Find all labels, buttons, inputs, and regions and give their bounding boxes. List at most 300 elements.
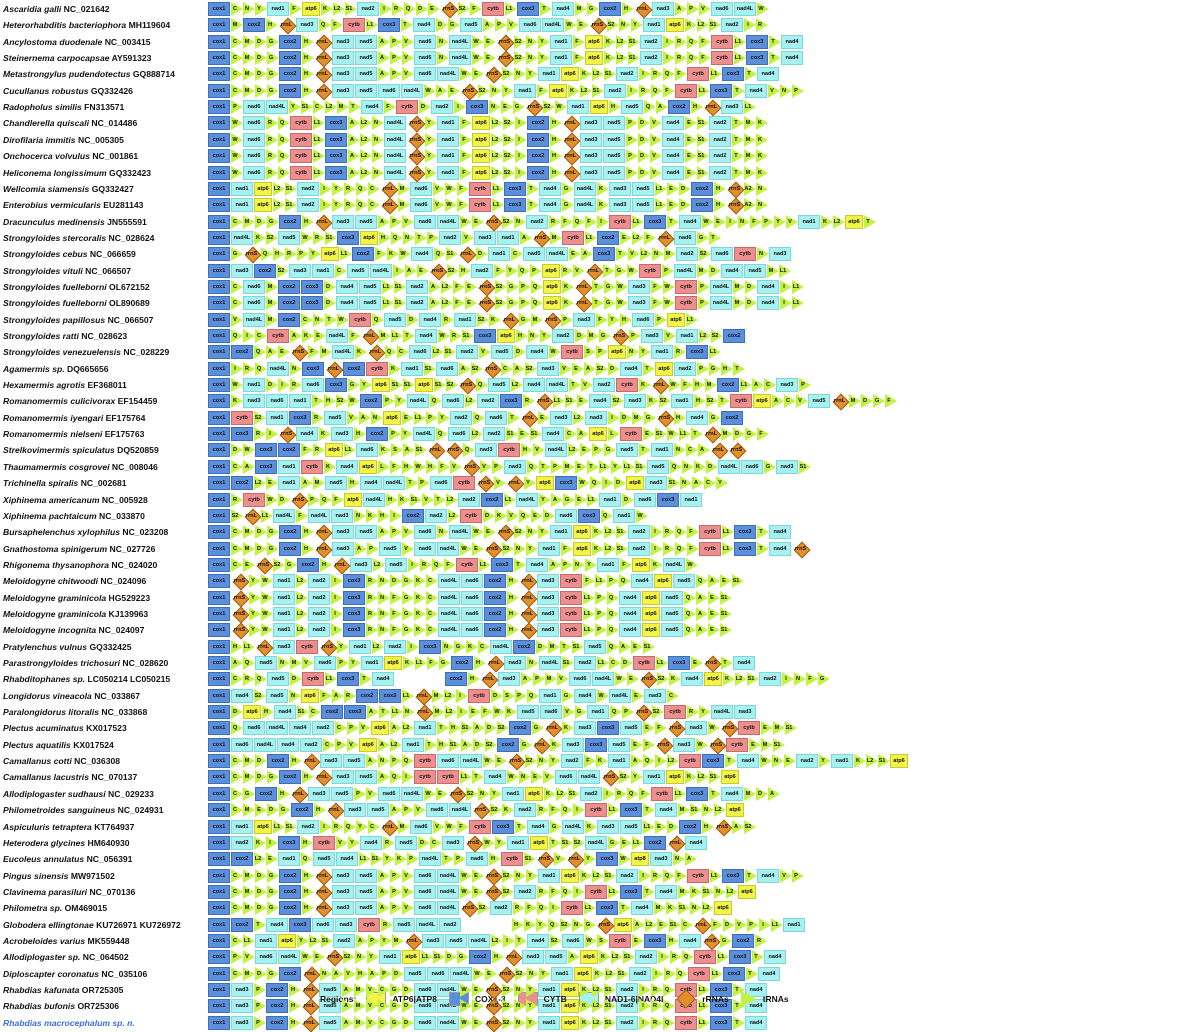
- gene-rrns: rrnS: [477, 280, 494, 294]
- gene-nad4: nad4: [757, 67, 779, 81]
- species-name: Acrobeloides varius: [3, 936, 85, 946]
- gene-cox2: cox2: [231, 345, 253, 359]
- gene-g: G: [507, 296, 518, 310]
- gene-h: H: [289, 999, 300, 1013]
- gene-nad3: nad3: [289, 264, 311, 278]
- gene-rrns: rrnS: [231, 607, 248, 621]
- gene-g: G: [457, 950, 468, 964]
- gene-y: Y: [425, 166, 436, 180]
- gene-t: T: [643, 885, 654, 899]
- gene-c: C: [368, 182, 379, 196]
- gene-n: N: [528, 329, 539, 343]
- gene-m: M: [654, 901, 665, 915]
- gene-v: V: [402, 35, 413, 49]
- gene-p: P: [662, 264, 673, 278]
- gene-nad4l: nad4L: [383, 476, 405, 490]
- gene-rrnl: rrnL: [314, 51, 331, 65]
- gene-h: H: [714, 182, 725, 196]
- gene-nad1: nad1: [266, 411, 288, 425]
- accession-number: OL672152: [107, 282, 150, 292]
- gene-nad4: nad4: [552, 2, 574, 16]
- gene-w: W: [399, 247, 410, 261]
- gene-k: K: [756, 149, 767, 163]
- gene-rrns: rrnS: [231, 623, 248, 637]
- accession-number: NC_023208: [120, 527, 168, 537]
- gene-m: M: [632, 411, 643, 425]
- gene-d: D: [255, 770, 266, 784]
- gene-l1: L1: [698, 84, 709, 98]
- gene-cox2: cox2: [266, 999, 288, 1013]
- gene-e: E: [685, 149, 696, 163]
- gene-nad4: nad4: [781, 51, 803, 65]
- gene-a2: A2: [744, 182, 755, 196]
- gene-v: V: [650, 149, 661, 163]
- gene-s2: S2: [514, 51, 525, 65]
- gene-cytb: cytb: [343, 18, 365, 32]
- accession-number: NC_035106: [99, 969, 147, 979]
- gene-s2: S2: [543, 100, 554, 114]
- gene-e: E: [577, 18, 588, 32]
- gene-nad1: nad1: [507, 836, 529, 850]
- gene-k: K: [580, 983, 591, 997]
- accession-number: KX017524: [71, 740, 114, 750]
- gene-s1: S1: [345, 2, 356, 16]
- gene-l1: L1: [261, 509, 272, 523]
- gene-w: W: [266, 493, 277, 507]
- gene-y: Y: [526, 999, 537, 1013]
- gene-c: C: [301, 313, 312, 327]
- gene-c: C: [231, 542, 242, 556]
- gene-l2: L2: [580, 84, 591, 98]
- gene-n: N: [437, 525, 448, 539]
- gene-nad4l: nad4L: [363, 493, 385, 507]
- gene-rrns: rrnS: [407, 166, 424, 180]
- gene-cytb: cytb: [726, 738, 748, 752]
- gene-s1: S1: [449, 738, 460, 752]
- gene-rrnl: rrnL: [710, 443, 727, 457]
- gene-c: C: [231, 35, 242, 49]
- gene-atp6: atp6: [642, 591, 660, 605]
- gene-n: N: [514, 869, 525, 883]
- gene-w: W: [757, 2, 768, 16]
- gene-p: P: [407, 852, 418, 866]
- gene-y: Y: [608, 313, 619, 327]
- gene-l1: L1: [734, 51, 745, 65]
- gene-i: I: [393, 264, 404, 278]
- gene-nad6: nad6: [519, 18, 541, 32]
- gene-p: P: [519, 296, 530, 310]
- gene-n: N: [519, 770, 530, 784]
- gene-h: H: [507, 607, 518, 621]
- gene-nad1: nad1: [550, 51, 572, 65]
- gene-l2: L2: [616, 51, 627, 65]
- gene-cox2: cox2: [279, 525, 301, 539]
- gene-w: W: [473, 967, 484, 981]
- gene-nad4l: nad4L: [468, 934, 490, 948]
- gene-nad4: nad4: [336, 296, 358, 310]
- gene-n: N: [526, 51, 537, 65]
- gene-nad3: nad3: [504, 460, 526, 474]
- gene-q: Q: [518, 264, 529, 278]
- gene-m: M: [337, 100, 348, 114]
- gene-c: C: [704, 476, 715, 490]
- gene-w: W: [460, 1016, 471, 1030]
- gene-l2: L2: [735, 672, 746, 686]
- gene-cox1: cox1: [208, 1016, 230, 1030]
- gene-nad4: nad4: [539, 198, 561, 212]
- gene-s1: S1: [732, 574, 743, 588]
- gene-nad2: nad2: [628, 542, 650, 556]
- gene-nad5: nad5: [379, 542, 401, 556]
- gene-cox3: cox3: [302, 362, 324, 376]
- gene-rrnl: rrnL: [519, 607, 536, 621]
- gene-l1: L1: [587, 493, 598, 507]
- gene-l2: L2: [833, 215, 844, 229]
- gene-cox2: cox2: [599, 2, 621, 16]
- trna-arrow-icon: [390, 509, 402, 523]
- gene-y: Y: [584, 852, 595, 866]
- gene-y: Y: [380, 934, 391, 948]
- gene-a: A: [436, 84, 447, 98]
- gene-atp6: atp6: [654, 574, 672, 588]
- gene-cox1: cox1: [208, 591, 230, 605]
- gene-w: W: [424, 787, 435, 801]
- gene-v: V: [768, 84, 779, 98]
- gene-l2: L2: [254, 476, 265, 490]
- gene-g: G: [231, 247, 242, 261]
- gene-f: F: [453, 296, 464, 310]
- gene-y: Y: [438, 411, 449, 425]
- gene-f: F: [470, 2, 481, 16]
- gene-nad5: nad5: [491, 345, 513, 359]
- gene-nad1: nad1: [538, 542, 560, 556]
- gene-q: Q: [684, 607, 695, 621]
- gene-h: H: [489, 852, 500, 866]
- gene-atp6: atp6: [302, 2, 320, 16]
- gene-cox1: cox1: [208, 656, 230, 670]
- gene-p: P: [418, 476, 429, 490]
- gene-l2: L2: [697, 18, 708, 32]
- gene-s2: S2: [343, 950, 354, 964]
- gene-l1: L1: [698, 1016, 709, 1030]
- gene-cox3: cox3: [325, 116, 347, 130]
- gene-n: N: [674, 443, 685, 457]
- gene-s2: S2: [596, 362, 607, 376]
- gene-i: I: [651, 525, 662, 539]
- gene-d: D: [255, 967, 266, 981]
- gene-nad4l: nad4L: [609, 689, 631, 703]
- gene-d: D: [622, 493, 633, 507]
- gene-y: Y: [526, 983, 537, 997]
- row-label: [3, 622, 144, 638]
- gene-e: E: [749, 738, 760, 752]
- gene-e: E: [313, 950, 324, 964]
- gene-l1: L1: [415, 656, 426, 670]
- gene-c: C: [231, 67, 242, 81]
- gene-k: K: [651, 558, 662, 572]
- gene-nad4l: nad4L: [419, 852, 441, 866]
- gene-t: T: [732, 149, 743, 163]
- gene-e: E: [643, 721, 654, 735]
- gene-h: H: [324, 394, 335, 408]
- gene-nad5: nad5: [460, 18, 482, 32]
- gene-cox1: cox1: [208, 640, 230, 654]
- species-name: Gnathostoma spinigerum: [3, 544, 107, 554]
- gene-nad4: nad4: [769, 542, 791, 556]
- gene-q: Q: [278, 166, 289, 180]
- gene-s1: S1: [572, 640, 583, 654]
- gene-atp6: atp6: [580, 950, 598, 964]
- gene-cox3: cox3: [343, 623, 365, 637]
- gene-nad6: nad6: [266, 394, 288, 408]
- gene-g: G: [267, 885, 278, 899]
- gene-nad6: nad6: [410, 198, 432, 212]
- row-label: [3, 17, 170, 33]
- gene-s2: S2: [550, 934, 561, 948]
- gene-f: F: [332, 493, 343, 507]
- gene-m: M: [320, 345, 331, 359]
- gene-h: H: [302, 67, 313, 81]
- gene-cox1: cox1: [208, 525, 230, 539]
- gene-cytb: cytb: [313, 836, 335, 850]
- gene-l1: L1: [698, 999, 709, 1013]
- gene-n: N: [403, 231, 414, 245]
- gene-nad3: nad3: [344, 803, 366, 817]
- gene-p: P: [390, 901, 401, 915]
- gene-h: H: [231, 640, 242, 654]
- gene-m: M: [849, 394, 860, 408]
- gene-a: A: [378, 525, 389, 539]
- gene-e: E: [472, 999, 483, 1013]
- gene-cox3: cox3: [668, 656, 690, 670]
- gene-q: Q: [430, 394, 441, 408]
- gene-rrns: rrnS: [655, 738, 672, 752]
- gene-h: H: [356, 967, 367, 981]
- gene-i: I: [651, 542, 662, 556]
- gene-r: R: [537, 885, 548, 899]
- gene-nad1: nad1: [278, 460, 300, 474]
- gene-rrnl: rrnL: [325, 362, 342, 376]
- gene-rrns: rrnS: [634, 705, 651, 719]
- gene-k: K: [502, 803, 513, 817]
- gene-nad5: nad5: [395, 836, 417, 850]
- gene-nad4l: nad4L: [674, 264, 696, 278]
- gene-f: F: [457, 820, 468, 834]
- row-label: [3, 688, 140, 704]
- gene-l1: L1: [421, 950, 432, 964]
- trna-arrow-icon: [402, 770, 414, 784]
- gene-a: A: [301, 476, 312, 490]
- gene-rrns: rrnS: [601, 770, 618, 784]
- gene-q: Q: [687, 35, 698, 49]
- gene-f: F: [390, 623, 401, 637]
- gene-m: M: [767, 264, 778, 278]
- gene-d: D: [418, 836, 429, 850]
- gene-f: F: [644, 231, 655, 245]
- species-name: Radopholus similis: [3, 102, 82, 112]
- gene-t: T: [549, 836, 560, 850]
- gene-nad4l: nad4L: [384, 116, 406, 130]
- species-name: Romanomermis iyengari: [3, 413, 103, 423]
- gene-q: Q: [537, 901, 548, 915]
- gene-nad2: nad2: [561, 754, 583, 768]
- gene-l1: L1: [608, 885, 619, 899]
- gene-nad4: nad4: [231, 689, 253, 703]
- gene-e: E: [417, 264, 428, 278]
- gene-nad5: nad5: [367, 803, 389, 817]
- gene-y: Y: [249, 574, 260, 588]
- gene-a: A: [549, 558, 560, 572]
- gene-f: F: [331, 18, 342, 32]
- gene-rrns: rrnS: [639, 672, 656, 686]
- gene-nad6: nad6: [414, 885, 436, 899]
- gene-h: H: [302, 901, 313, 915]
- trna-arrow-icon: [320, 820, 332, 834]
- gene-nad3: nad3: [537, 623, 559, 637]
- gene-rrnl: rrnL: [504, 950, 521, 964]
- gene-l1: L1: [273, 820, 284, 834]
- gene-nad5: nad5: [331, 787, 353, 801]
- gene-m: M: [243, 885, 254, 899]
- gene-cox1: cox1: [208, 738, 230, 752]
- gene-nad3: nad3: [585, 411, 607, 425]
- gene-l1: L1: [655, 182, 666, 196]
- gene-cytb: cytb: [734, 247, 756, 261]
- gene-e: E: [484, 525, 495, 539]
- gene-r: R: [651, 983, 662, 997]
- gene-e: E: [708, 591, 719, 605]
- gene-h: H: [289, 1016, 300, 1030]
- gene-p: P: [792, 869, 803, 883]
- species-name: Dirofilaria immitis: [3, 135, 76, 145]
- gene-d: D: [679, 198, 690, 212]
- gene-g: G: [720, 934, 731, 948]
- gene-y: Y: [337, 640, 348, 654]
- gene-l2: L2: [491, 149, 502, 163]
- gene-k: K: [550, 738, 561, 752]
- gene-y: Y: [490, 787, 501, 801]
- gene-e: E: [501, 100, 512, 114]
- gene-rrnl: rrnL: [634, 2, 651, 16]
- gene-cox3: cox3: [596, 852, 618, 866]
- gene-f: F: [390, 591, 401, 605]
- gene-e: E: [518, 427, 529, 441]
- gene-q: Q: [344, 820, 355, 834]
- gene-i: I: [639, 67, 650, 81]
- gene-cox1: cox1: [208, 967, 230, 981]
- gene-t: T: [733, 362, 744, 376]
- gene-s1: S1: [604, 869, 615, 883]
- gene-w: W: [337, 313, 348, 327]
- trna-arrow-icon: [726, 215, 738, 229]
- gene-nad1: nad1: [437, 166, 459, 180]
- gene-l2: L2: [592, 1016, 603, 1030]
- gene-w: W: [549, 345, 560, 359]
- gene-cytb: cytb: [688, 967, 710, 981]
- gene-e: E: [472, 885, 483, 899]
- gene-rrnl: rrnL: [302, 967, 319, 981]
- gene-p: P: [402, 803, 413, 817]
- row-label: [3, 655, 168, 671]
- gene-g: G: [562, 689, 573, 703]
- gene-k: K: [398, 493, 409, 507]
- gene-atp6: atp6: [325, 443, 343, 457]
- gene-atp6: atp6: [549, 84, 567, 98]
- gene-nad4: nad4: [662, 149, 684, 163]
- gene-r: R: [344, 198, 355, 212]
- gene-l1: L1: [717, 950, 728, 964]
- gene-cox2: cox2: [469, 950, 491, 964]
- gene-m: M: [266, 313, 277, 327]
- gene-a: A: [348, 166, 359, 180]
- gene-h: H: [620, 313, 631, 327]
- gene-atp6: atp6: [890, 754, 908, 768]
- trna-arrow-icon: [780, 296, 792, 310]
- trna-arrow-icon: [639, 1016, 651, 1030]
- gene-q: Q: [676, 967, 687, 981]
- gene-cox1: cox1: [208, 362, 230, 376]
- gene-cytb: cytb: [469, 198, 491, 212]
- gene-cox1: cox1: [208, 2, 230, 16]
- gene-r: R: [313, 443, 324, 457]
- gene-y: Y: [526, 1016, 537, 1030]
- gene-s2: S2: [466, 787, 477, 801]
- gene-nad2: nad2: [300, 738, 322, 752]
- gene-w: W: [261, 574, 272, 588]
- gene-nad3: nad3: [273, 640, 295, 654]
- gene-nad3: nad3: [628, 296, 650, 310]
- gene-d: D: [255, 525, 266, 539]
- gene-atp6: atp6: [573, 525, 591, 539]
- gene-atp6: atp6: [585, 51, 603, 65]
- gene-cox1: cox1: [208, 18, 230, 32]
- gene-d: D: [255, 542, 266, 556]
- species-name: Metastrongylus pudendotectus: [3, 69, 130, 79]
- gene-l2: L2: [568, 443, 579, 457]
- gene-m: M: [678, 885, 689, 899]
- gene-nad4l: nad4L: [711, 705, 733, 719]
- gene-t: T: [733, 983, 744, 997]
- gene-cox3: cox3: [301, 296, 323, 310]
- gene-t: T: [527, 182, 538, 196]
- gene-s2: S2: [495, 280, 506, 294]
- gene-p: P: [687, 2, 698, 16]
- gene-l1: L1: [674, 787, 685, 801]
- species-name: Rhigonema thysanophora: [3, 560, 109, 570]
- gene-nad4: nad4: [372, 672, 394, 686]
- gene-rrnl: rrnL: [314, 35, 331, 49]
- gene-rrnl: rrnL: [314, 67, 331, 81]
- gene-cytb: cytb: [437, 770, 459, 784]
- gene-i: I: [573, 803, 584, 817]
- gene-n: N: [378, 574, 389, 588]
- gene-p: P: [533, 672, 544, 686]
- gene-nad1: nad1: [401, 362, 423, 376]
- gene-cox2: cox2: [691, 198, 713, 212]
- gene-nad4: nad4: [686, 411, 708, 425]
- gene-atp6: atp6: [472, 116, 490, 130]
- gene-c: C: [426, 591, 437, 605]
- gene-nad4l: nad4L: [516, 493, 538, 507]
- gene-d: D: [255, 84, 266, 98]
- gene-cox2: cox2: [668, 100, 690, 114]
- row-label: [3, 851, 132, 867]
- gene-rrns: rrnS: [290, 493, 307, 507]
- gene-cox1: cox1: [208, 329, 230, 343]
- gene-cox1: cox1: [208, 918, 230, 932]
- gene-f: F: [460, 166, 471, 180]
- gene-l1: L1: [553, 394, 564, 408]
